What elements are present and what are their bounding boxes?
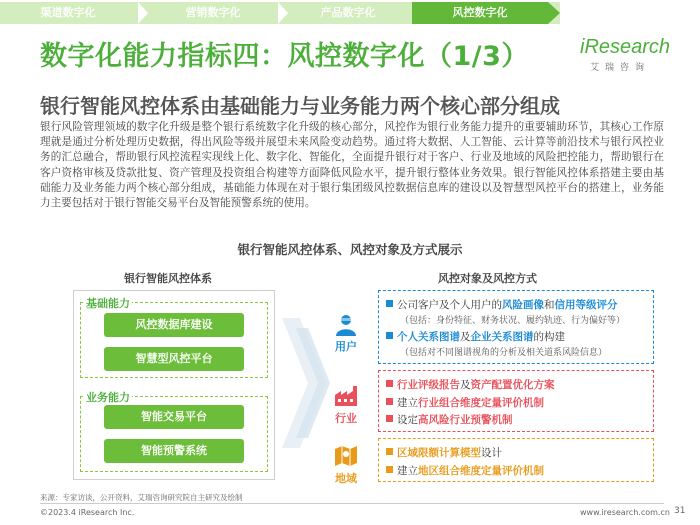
region-line-1 [386,445,502,460]
text-fragment: 建立 [397,397,418,409]
logo-word: Research [584,36,671,58]
highlight-asset-allocation: 资产配置优化方案 [470,379,555,391]
highlight-personal-graph: 个人关系图谱 [397,331,460,343]
bullet-square-icon [386,398,393,405]
highlight-rating-report: 行业评级报告 [397,379,460,391]
pill-risk-database: 风控数据库建设 [104,313,244,337]
nav-item-product[interactable]: 产品数字化 [320,6,376,19]
factory-icon [334,383,358,407]
highlight-enterprise-graph: 企业关系图谱 [470,331,534,343]
page-number: 31 [674,506,686,516]
logo-chinese: 艾瑞咨询 [590,63,651,73]
industry-line-1 [386,377,555,392]
text-fragment: 及 [460,379,471,391]
logo-wordmark [580,36,670,59]
text-fragment: 和 [544,299,555,311]
user-icon [334,312,358,336]
highlight-credit-score: 信用等级评分 [554,299,618,311]
top-nav [0,0,700,26]
source-note: 来源：专家访谈，公开资料，艾瑞咨询研究院自主研究及绘制 [40,493,243,502]
pill-trading-platform: 智能交易平台 [104,405,244,429]
page-subtitle: 银行智能风控体系由基础能力与业务能力两个核心部分组成 [40,94,560,118]
iresearch-logo [580,36,671,78]
user-line-2 [386,329,565,344]
pill-smart-platform: 智慧型风控平台 [104,347,244,371]
nav-item-channel[interactable]: 渠道数字化 [40,6,96,19]
site-url[interactable]: www.iresearch.com.cn [580,508,670,517]
basic-capability-label: 基础能力 [86,297,130,310]
bullet-square-icon [386,448,393,455]
highlight-regional-evaluation: 地区组合维度定量评价机制 [418,465,544,477]
body-paragraph: 银行风险管理领域的数字化升级是整个银行系统数字化升级的核心部分，风控作为银行业务能力提升的重要辅助环节，其核心工作原理就是通过分析处理历史数据，得出风险等级并展望未来风险变动趋势。通过将大数据、人工智能、云计算等前沿技术与银行风控业务的汇总融合，帮助银行风控流程实现线上化、数字化、智能化，全面提升银行对于客户、行业及地域的风险把控能力，帮助银行在客户资格审核及贷款批复、资产管理及投资组合构建等方面降低风险水平，提升银行整体业务效果。银行智能风控体系搭建主要由基础能力及业务能力两个核心部分组成，基础能力体现在对于银行集团级风控数据信息库的建设以及智慧型风控平台的搭建上，业务能力主要包括对于银行智能交易平台及智能预警系统的使用。 [40,121,664,210]
chevron-arrows-icon [282,318,330,448]
region-line-2 [386,463,544,478]
nav-active-arrow [548,2,560,24]
bullet-square-icon [386,466,393,473]
left-panel-title: 银行智能风控体系 [124,272,212,285]
category-region-label: 地域 [335,472,357,485]
footer-divider [40,503,664,504]
text-fragment: 公司客户及个人用户的 [397,299,502,311]
highlight-industry-evaluation: 行业组合维度定量评价机制 [418,397,544,409]
text-fragment: 设定 [397,414,418,426]
highlight-risk-profile: 风险画像 [502,299,544,311]
nav-item-marketing[interactable]: 营销数字化 [185,6,241,19]
right-panel-title: 风控对象及风控方式 [438,272,537,285]
bullet-square-icon [386,415,393,422]
bullet-square-icon [386,380,393,387]
user-line-1 [386,297,618,312]
highlight-regional-limit-model: 区域限额计算模型 [397,447,481,459]
text-fragment: 及 [460,331,471,343]
text-fragment: 设计 [481,447,502,459]
user-line-2-sub: （包括对不同图谱视角的分析及相关道系风险信息） [400,348,608,358]
logo-i: i [580,36,585,58]
text-fragment: 的构建 [533,331,565,343]
map-icon [334,444,358,468]
business-capability-label: 业务能力 [86,391,130,404]
category-user-label: 用户 [335,340,357,353]
bullet-square-icon [386,300,393,307]
copyright: ©2023.4 iResearch Inc. [40,508,135,517]
pill-warning-system: 智能预警系统 [104,439,244,463]
category-industry-label: 行业 [335,412,357,425]
user-line-1-sub: （包括：身份特征、财务状况、履约轨迹、行为偏好等） [400,316,626,326]
page-title: 数字化能力指标四：风控数字化（1/3） [40,41,529,72]
industry-line-3 [386,412,513,427]
bullet-square-icon [386,332,393,339]
nav-item-risk-control[interactable]: 风控数字化 [452,6,508,19]
diagram-title: 银行智能风控体系、风控对象及方式展示 [237,242,463,257]
industry-line-2 [386,395,544,410]
text-fragment: 建立 [397,465,418,477]
nav-separator [138,2,148,24]
highlight-industry-warning: 高风险行业预警机制 [418,414,513,426]
nav-separator [278,2,288,24]
